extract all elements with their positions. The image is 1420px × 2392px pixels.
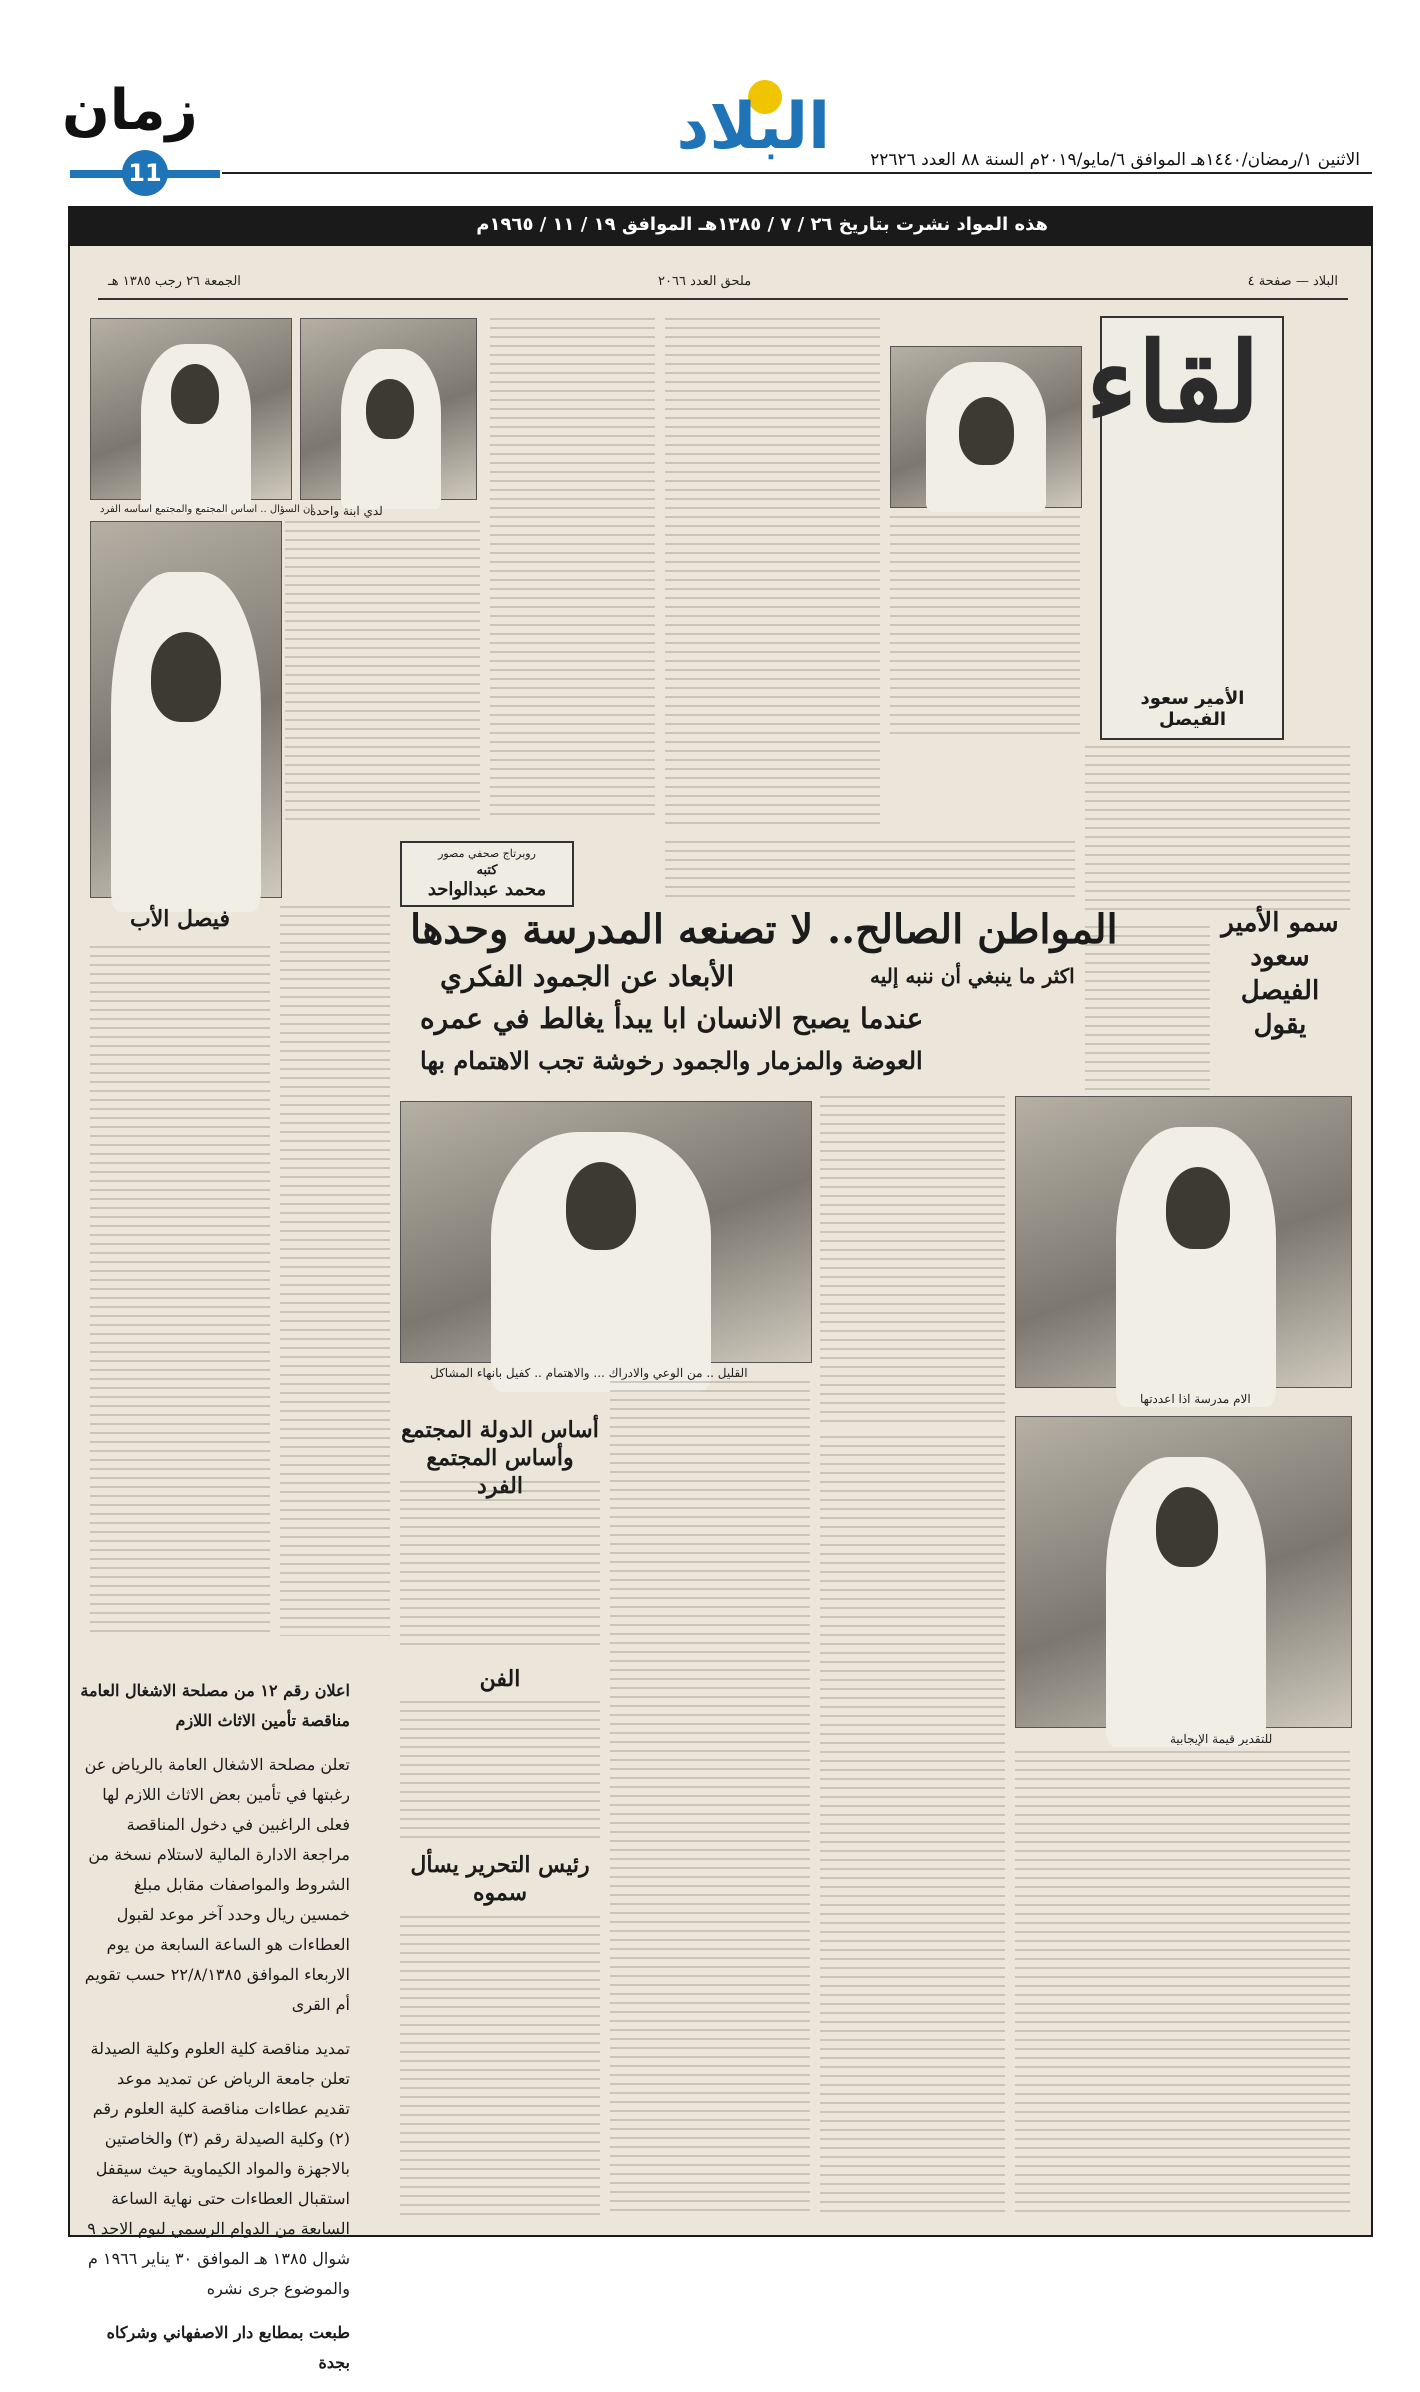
main-headline [400, 906, 1350, 1086]
text-column [610, 1381, 810, 2216]
photo-seated [90, 318, 292, 500]
subhead-art: الفن [479, 1666, 521, 1692]
printer-credit: طبعت بمطابع دار الاصفهاني وشركاه بجدة [106, 2323, 350, 2372]
text-column [665, 841, 1075, 901]
byline-box [400, 841, 574, 907]
print-date: الجمعة ٢٦ رجب ١٣٨٥ هـ [108, 274, 241, 289]
headline-main: المواطن الصالح.. لا تصنعه المدرسة وحدها [410, 906, 1118, 953]
text-column [1015, 1751, 1350, 2216]
text-column [400, 1701, 600, 1841]
public-notices [80, 1676, 350, 2392]
archive-notice-bar: هذه المواد نشرت بتاريخ ٢٦ / ٧ / ١٣٨٥هـ الموافق ١٩ / ١١ / ١٩٦٥م [68, 206, 1373, 244]
print-header [98, 268, 1348, 300]
subhead-state: أساس الدولة المجتمع وأساس المجتمع الفرد [401, 1417, 599, 1499]
photo-one-daughter [300, 318, 477, 500]
feature-author: الأمير سعود الفيصل [1140, 688, 1245, 730]
photo-gesturing-prince [400, 1101, 812, 1363]
text-column [280, 906, 390, 1636]
page-header [0, 0, 1420, 195]
photo-caption: القليل .. من الوعي والادراك ... والاهتمام .. كفيل بانهاء المشاكل [430, 1366, 748, 1380]
scanned-newspaper-page [68, 244, 1373, 2372]
text-column [890, 516, 1080, 736]
photo-prince-holding-object [1015, 1096, 1352, 1388]
headline-side: سمو الأمير سعود الفيصل يقول [1221, 908, 1339, 1040]
photo-prince-standing [1015, 1416, 1352, 1728]
photo-smiling-prince [90, 521, 282, 898]
headline-line2: الأبعاد عن الجمود الفكري [440, 960, 735, 993]
text-column [90, 946, 270, 1636]
byline-label: كتبه [476, 863, 498, 878]
logo-text: البلاد [676, 90, 830, 164]
subhead-father: فيصل الأب [130, 906, 230, 932]
photo-caption: لدي ابنة واحدة [310, 504, 383, 518]
issue-dateline: الاثنين ١/رمضان/١٤٤٠هـ الموافق ٦/مايو/٢٠١٩م السنة ٨٨ العدد ٢٢٦٢٦ [870, 150, 1360, 170]
text-column [1085, 746, 1350, 916]
prince-portrait-photo [890, 346, 1082, 508]
text-column [400, 1481, 600, 1651]
text-column [820, 1096, 1005, 1426]
photo-caption: ان السؤال .. اساس المجتمع والمجتمع اساسه الفرد [100, 504, 314, 515]
headline-line3: اكثر ما ينبغي أن ننبه إليه [870, 964, 1075, 988]
text-column [490, 318, 655, 818]
text-column [665, 318, 880, 828]
header-divider [222, 172, 1372, 174]
text-column [285, 521, 480, 821]
print-page: البلاد — صفحة ٤ [1247, 274, 1338, 289]
feature-word: لقاء [1085, 318, 1260, 447]
newspaper-logo[interactable] [676, 80, 830, 170]
feature-title-box [1085, 316, 1284, 740]
byline-name: محمد عبدالواحد [427, 879, 547, 900]
notice-title: اعلان رقم ١٢ من مصلحة الاشغال العامة مناقصة تأمين الاثاث اللازم [80, 1681, 350, 1730]
section-title: زمان [62, 78, 198, 143]
headline-line5: العوضة والمزمار والجمود رخوشة تجب الاهتمام بها [420, 1046, 923, 1075]
notice-tender: تعلن مصلحة الاشغال العامة بالرياض عن رغبتها في تأمين بعض الاثاث اللازم لها فعلى الراغبين في دخول المناقصة مراجعة الادارة المالية لاستلام نسخة من الشروط والمواصفات مقابل مبلغ خمسين ريال وحدد آخر موعد لقبول العطاءات هو الساعة السابعة من يوم الاربعاء الموافق ٢٢/٨/١٣٨٥ حسب تقويم أم القرى [84, 1755, 350, 2014]
text-column [820, 1436, 1005, 2216]
byline-kind: روبرتاج صحفي مصور [438, 847, 536, 860]
text-column [400, 1916, 600, 2216]
photo-caption: للتقدير قيمة الإيجابية [1170, 1732, 1273, 1746]
subhead-editor: رئيس التحرير يسأل سموه [410, 1852, 590, 1906]
headline-line4: عندما يصبح الانسان ابا يبدأ يغالط في عمره [420, 1002, 924, 1035]
notice-extension: تمديد مناقصة كلية العلوم وكلية الصيدلة تعلن جامعة الرياض عن تمديد موعد تقديم عطاءات مناقصة كلية العلوم رقم (٢) وكلية الصيدلة رقم (٣) والخاصتين بالاجهزة والمواد الكيماوية حيث سيقفل استقبال العطاءات حتى نهاية الساعة السابعة من الدوام الرسمي ليوم الاحد ٩ شوال ١٣٨٥ هـ الموافق ٣٠ يناير ١٩٦٦ م والموضوع جرى نشره [87, 2039, 350, 2298]
print-supplement: ملحق العدد ٢٠٦٦ [658, 274, 752, 289]
photo-caption: الام مدرسة اذا اعددتها [1140, 1392, 1251, 1406]
page-number-badge: 11 [122, 150, 168, 196]
